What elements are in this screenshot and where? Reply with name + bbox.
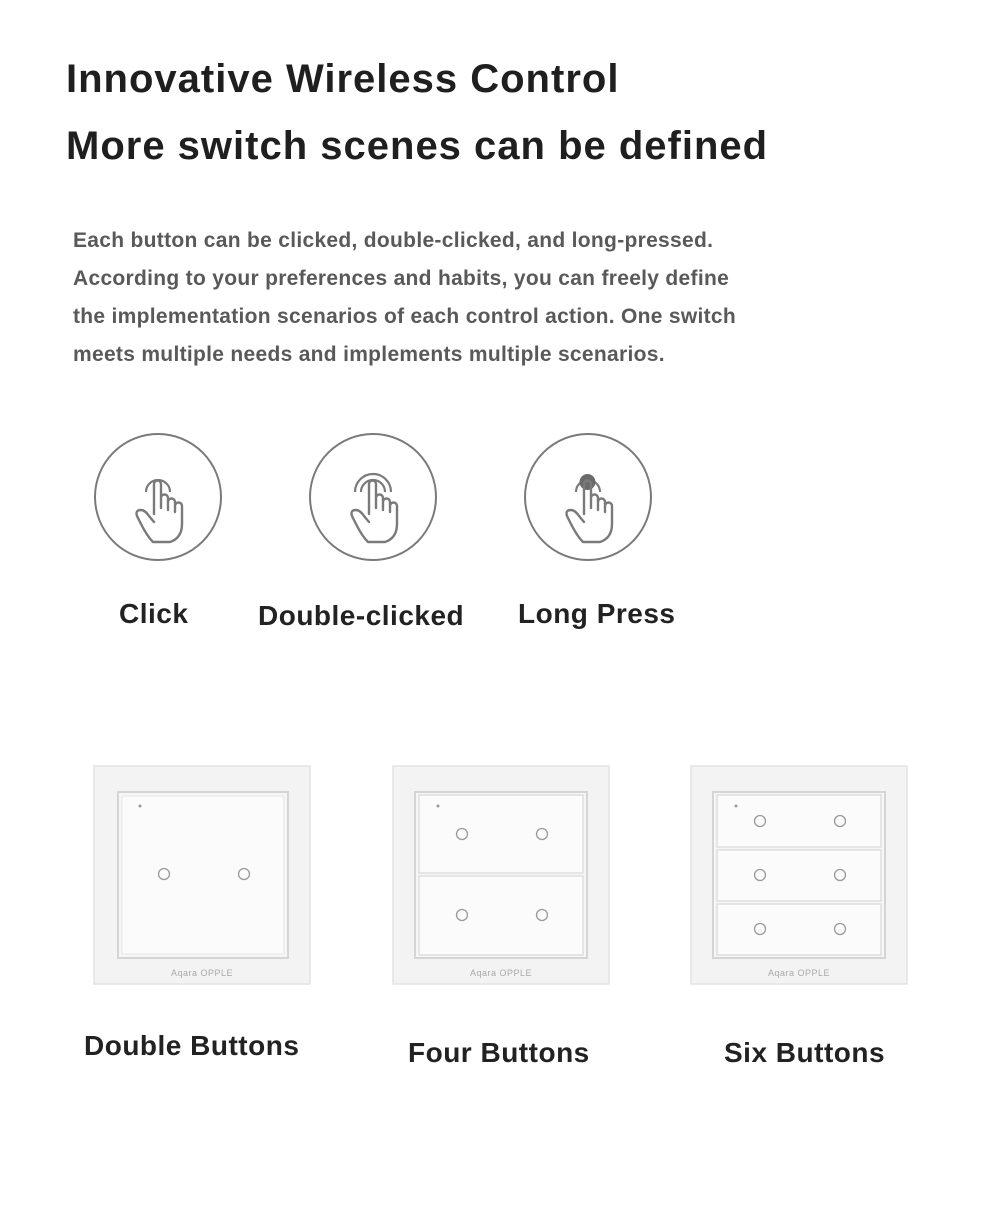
- tap-hand-icon: [93, 432, 223, 562]
- gesture-label-double-clicked: Double-clicked: [258, 600, 465, 631]
- switch-label-double-buttons: Double Buttons: [84, 1030, 300, 1061]
- headline-primary: Innovative Wireless Control: [66, 57, 620, 101]
- switch-brand-text: Aqara OPPLE: [469, 968, 533, 978]
- switch-label-six-buttons: Six Buttons: [724, 1037, 886, 1068]
- description-line: the implementation scenarios of each control action. One switch: [73, 305, 737, 328]
- long-press-hand-icon: [523, 432, 653, 562]
- gesture-label-long-press: Long Press: [518, 598, 676, 629]
- description-line: Each button can be clicked, double-clicked, and long-pressed.: [73, 229, 714, 252]
- description-paragraph: [73, 222, 873, 374]
- switch-label-four-buttons: Four Buttons: [408, 1037, 590, 1068]
- switch-double-buttons-image: [92, 764, 312, 986]
- description-line: According to your preferences and habits, you can freely define: [73, 267, 730, 290]
- description-line: meets multiple needs and implements multiple scenarios.: [73, 343, 665, 366]
- switch-six-buttons-image: [689, 764, 909, 986]
- double-tap-hand-icon: [308, 432, 438, 562]
- switch-brand-text: Aqara OPPLE: [170, 968, 234, 978]
- switch-four-buttons-image: [391, 764, 611, 986]
- switch-brand-text: Aqara OPPLE: [767, 968, 831, 978]
- headline-secondary: More switch scenes can be defined: [66, 124, 769, 168]
- gesture-label-click: Click: [119, 598, 189, 629]
